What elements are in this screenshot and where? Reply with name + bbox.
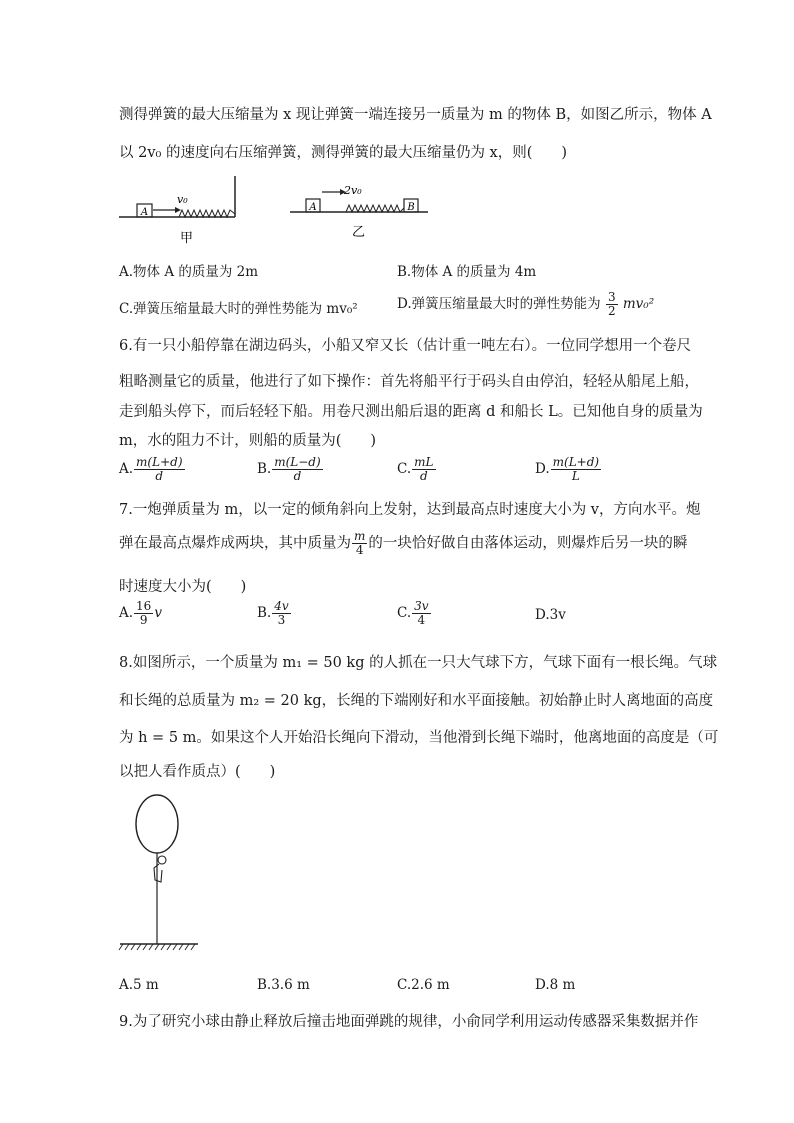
fig-jia-velocity: v₀ <box>177 193 188 206</box>
q7-option-d <box>535 607 566 623</box>
q6-option-c-den: d <box>419 469 428 483</box>
q6-option-b-den: d <box>293 469 302 483</box>
q5-option-d-num: 3 <box>607 290 616 304</box>
q6-option-a-num: m(L+d) <box>136 455 183 469</box>
q7-line-2-prefix: 弹在最高点爆炸成两块，其中质量为 <box>119 535 351 552</box>
q6-option-d-fraction <box>551 456 601 483</box>
q6-option-c-fraction <box>412 456 435 483</box>
q9-line-1: 9.为了研究小球由静止释放后撞击地面弹跳的规律，小俞同学利用运动传感器采集数据并作 <box>119 1014 699 1030</box>
q7-option-b-num: 4v <box>274 599 289 613</box>
fig-jia-block-label: A <box>140 207 149 218</box>
q7-mass-den: 4 <box>355 543 364 557</box>
q6-option-b-prefix: B. <box>257 461 272 477</box>
q5-option-d-prefix: D.弹簧压缩量最大时的弹性势能为 <box>397 296 601 312</box>
q7-option-c-num: 3v <box>414 599 429 613</box>
q5-option-b: B.物体 A 的质量为 4m <box>397 264 537 280</box>
figure-jia <box>117 172 252 247</box>
q7-option-b-den: 3 <box>277 613 286 627</box>
q8-line-4: 以把人看作质点）( ) <box>119 764 276 780</box>
q6-option-a <box>119 456 186 483</box>
fig-yi-block-b-label: B <box>407 202 415 213</box>
q7-option-c-prefix: C. <box>397 605 412 621</box>
q7-option-b <box>257 600 292 627</box>
q6-option-a-fraction <box>134 456 184 483</box>
q6-option-d-den: L <box>571 469 580 483</box>
q8-option-c: C.2.6 m <box>397 977 450 993</box>
fig-yi-caption: 乙 <box>352 225 366 240</box>
q7-option-a-den: 9 <box>139 613 148 627</box>
fig-yi-block-a-label: A <box>309 202 317 213</box>
q8-option-a: A.5 m <box>119 977 159 993</box>
q8-line-1: 8.如图所示，一个质量为 m₁ = 50 kg 的人抓在一只大气球下方，气球下面有一根长绳。气球 <box>119 655 718 671</box>
q6-line-4: m，水的阻力不计，则船的质量为( ) <box>119 433 377 449</box>
q6-option-c-num: mL <box>414 455 434 469</box>
person-body <box>154 864 162 882</box>
q7-option-a-prefix: A. <box>119 605 134 621</box>
q7-option-c-fraction <box>412 600 430 627</box>
q7-line-3: 时速度大小为( ) <box>119 579 247 595</box>
person-head <box>158 856 166 864</box>
q7-line-2-suffix: 的一块恰好做自由落体运动，则爆炸后另一块的瞬 <box>368 535 688 552</box>
q7-option-a-fraction <box>134 600 153 627</box>
q8-option-b: B.3.6 m <box>257 977 310 993</box>
q6-option-b-fraction <box>272 456 322 483</box>
q7-line-2 <box>119 530 687 557</box>
q7-option-a-suffix: v <box>154 605 162 621</box>
fig-jia-caption: 甲 <box>180 231 194 246</box>
q7-option-b-fraction <box>272 600 290 627</box>
q6-line-1: 6.有一只小船停靠在湖边码头，小船又窄又长（估计重一吨左右）。一位同学想用一个卷尺 <box>119 338 692 354</box>
q8-option-d: D.8 m <box>535 977 576 993</box>
q6-option-d <box>535 456 602 483</box>
q6-option-b-num: m(L−d) <box>274 455 321 469</box>
q7-line-1: 7.一炮弹质量为 m，以一定的倾角斜向上发射，达到最高点时速度大小为 v，方向水平。炮 <box>119 502 701 518</box>
q6-line-2: 粗略测量它的质量，他进行了如下操作：首先将船平行于码头自由停泊，轻轻从船尾上船， <box>119 374 699 390</box>
ground-hatch <box>119 944 195 950</box>
q6-option-d-prefix: D. <box>535 461 550 477</box>
q7-option-c-den: 4 <box>417 613 426 627</box>
q5-option-a: A.物体 A 的质量为 2m <box>119 264 259 280</box>
q5-option-d-fraction <box>606 291 618 318</box>
q7-option-d-prefix: D. <box>535 607 550 623</box>
q5-option-d <box>397 291 654 318</box>
q5-option-c: C.弹簧压缩量最大时的弹性势能为 mv₀² <box>119 301 358 317</box>
q7-option-c <box>397 600 432 627</box>
q6-line-3: 走到船头停下，而后轻轻下船。用卷尺测出船后退的距离 d 和船长 L。已知他自身的质量为 <box>119 404 703 420</box>
q7-mass-fraction <box>352 530 367 557</box>
q6-option-a-prefix: A. <box>119 461 134 477</box>
figure-balloon <box>118 792 208 957</box>
fig-yi-velocity: 2v₀ <box>344 184 362 197</box>
q7-option-d-text: 3v <box>549 607 566 623</box>
q5-option-d-suffix: mv₀² <box>622 296 655 312</box>
figure-yi <box>288 180 433 240</box>
q8-line-3: 为 h = 5 m。如果这个人开始沿长绳向下滑动，当他滑到长绳下端时，他离地面的高度是（可 <box>119 730 719 746</box>
q5-line-1: 测得弹簧的最大压缩量为 x 现让弹簧一端连接另一质量为 m 的物体 B，如图乙所示，物体 A <box>119 107 712 123</box>
q6-option-b <box>257 456 324 483</box>
q6-option-a-den: d <box>155 469 164 483</box>
q6-option-c-prefix: C. <box>397 461 412 477</box>
q5-line-2: 以 2v₀ 的速度向右压缩弹簧，测得弹簧的最大压缩量仍为 x，则( ) <box>119 145 568 161</box>
q8-line-2: 和长绳的总质量为 m₂ = 20 kg，长绳的下端刚好和水平面接触。初始静止时人离地面的高度 <box>119 693 714 709</box>
q7-option-a-num: 16 <box>136 599 152 613</box>
q7-option-b-prefix: B. <box>257 605 272 621</box>
balloon-shape <box>136 795 178 853</box>
q6-option-c <box>397 456 437 483</box>
q7-mass-num: m <box>354 529 366 543</box>
q5-option-d-den: 2 <box>607 304 616 318</box>
q7-option-a <box>119 600 162 627</box>
q6-option-d-num: m(L+d) <box>552 455 600 469</box>
